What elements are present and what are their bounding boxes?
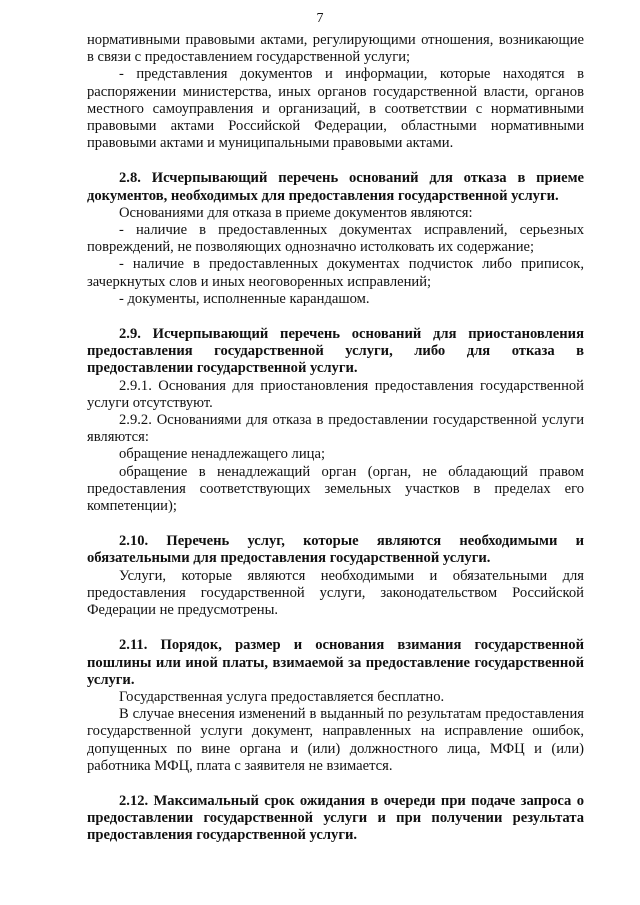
paragraph: - наличие в предоставленных документах подчисток либо приписок, зачеркнутых слов и иных неоговоренных исправлений; (87, 256, 584, 290)
section-heading: 2.8. Исчерпывающий перечень оснований для отказа в приеме документов, необходимых для предоставления государственной услуги. (87, 170, 584, 204)
document-body (87, 32, 584, 845)
section-heading: 2.10. Перечень услуг, которые являются необходимыми и обязательными для предоставления государственной услуги. (87, 533, 584, 567)
paragraph: Услуги, которые являются необходимыми и обязательными для предоставления государственной услуги, законодательством Российской Федерации не предусмотрены. (87, 567, 584, 619)
paragraph: - представления документов и информации, которые находятся в распоряжении министерства, иных органов государственной власти, органов местного самоуправления и организаций, в соответствии с нормативными правовыми актами Российской Федерации, областными нормативными правовыми актами и муниципальными правовыми актами. (87, 66, 584, 152)
section-heading: 2.9. Исчерпывающий перечень оснований для приостановления предоставления государственной услуги, либо для отказа в предоставлении государственной услуги. (87, 326, 584, 377)
paragraph: В случае внесения изменений в выданный по результатам предоставления государственной услуги документ, направленных на исправление ошибок, допущенных по вине органа и (или) должностного лица, МФЦ и (или) работника МФЦ, плата с заявителя не взимается. (87, 706, 584, 774)
paragraph: - наличие в предоставленных документах исправлений, серьезных повреждений, не позволяющих однозначно истолковать их содержание; (87, 222, 584, 256)
paragraph: обращение ненадлежащего лица; (119, 446, 325, 463)
paragraph: 2.9.1. Основания для приостановления предоставления государственной услуги отсутствуют. (87, 377, 584, 411)
paragraph: нормативными правовыми актами, регулирующими отношения, возникающие в связи с предоставлением государственной услуги; (87, 32, 584, 66)
paragraph: 2.9.2. Основаниями для отказа в предоставлении государственной услуги являются: (87, 412, 584, 446)
section-heading: 2.12. Максимальный срок ожидания в очереди при подаче запроса о предоставлении государственной услуги и при получении результата предоставления государственной услуги. (87, 792, 584, 844)
paragraph: - документы, исполненные карандашом. (119, 290, 370, 307)
paragraph: Государственная услуга предоставляется бесплатно. (119, 688, 445, 705)
page-number: 7 (316, 11, 324, 26)
paragraph: Основаниями для отказа в приеме документов являются: (119, 204, 473, 221)
section-heading: 2.11. Порядок, размер и основания взимания государственной пошлины или иной платы, взимаемой за предоставление государственной услуги. (87, 637, 584, 688)
paragraph: обращение в ненадлежащий орган (орган, не обладающий правом предоставления соответствующих земельных участков в пределах его компетенции); (87, 463, 584, 515)
